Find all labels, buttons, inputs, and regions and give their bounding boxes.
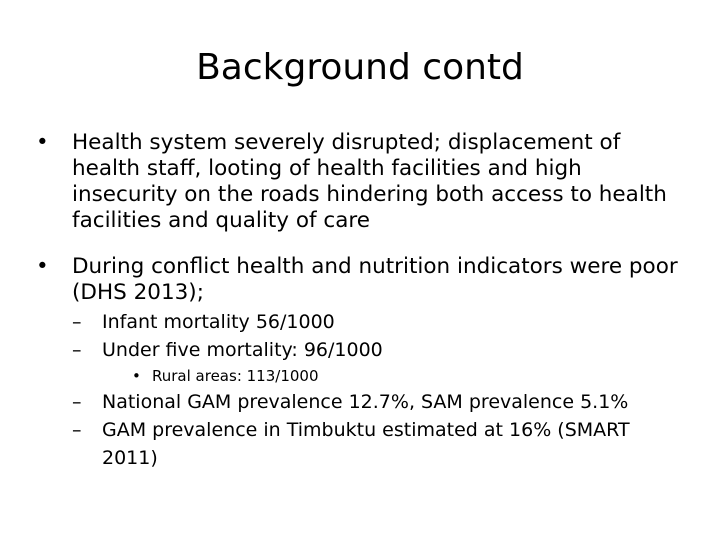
bullet-health-system — [36, 130, 686, 234]
sub-bullet-infant-mortality — [72, 308, 672, 336]
sub-bullet-text: Infant mortality 56/1000 — [102, 311, 335, 333]
sub-bullet-text: National GAM prevalence 12.7%, SAM prevalence 5.1% — [102, 391, 629, 413]
sub-bullet-marker: – — [72, 391, 82, 413]
sub-bullet-text: Under five mortality: 96/1000 — [102, 339, 383, 361]
sub-sub-bullet-marker: • — [132, 367, 141, 385]
sub-bullet-marker: – — [72, 419, 82, 441]
bullet-marker: • — [36, 130, 49, 155]
sub-bullet-text: GAM prevalence in Timbuktu estimated at 16% (SMART 2011) — [102, 419, 630, 469]
sub-sub-bullet-rural-areas — [132, 366, 532, 386]
sub-bullet-under-five-mortality — [72, 336, 672, 364]
bullet-text: During conflict health and nutrition indicators were poor (DHS 2013); — [72, 254, 678, 305]
bullet-text: Health system severely disrupted; displacement of health staff, looting of health facilities and high insecurity on the roads hindering both access to health facilities and quality of care — [72, 130, 667, 233]
sub-bullet-marker: – — [72, 311, 82, 333]
sub-sub-bullet-text: Rural areas: 113/1000 — [152, 367, 319, 385]
slide-title: Background contd — [196, 47, 524, 88]
sub-bullet-marker: – — [72, 339, 82, 361]
bullet-indicators — [36, 254, 686, 306]
sub-bullet-national-gam — [72, 388, 672, 416]
sub-bullet-timbuktu-gam — [72, 416, 672, 472]
bullet-marker: • — [36, 254, 49, 279]
